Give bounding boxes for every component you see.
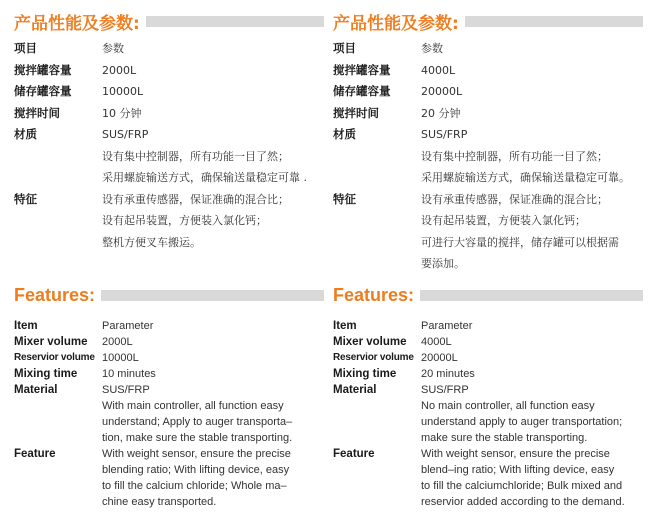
spec-label: Mixer volume [14,336,88,348]
spec-value-line: 4000L [421,63,456,77]
spec-value-line: 设有集中控制器，所有功能一目了然； [421,149,608,163]
spec-row [333,103,643,125]
spec-value [102,81,324,103]
spec-value [102,334,324,350]
spec-row [14,124,324,189]
spec-rows [14,318,324,510]
spec-value [421,318,643,334]
spec-label: Mixing time [333,368,397,380]
spec-value-line: 20 minutes [421,368,475,380]
spec-label: Mixer volume [333,336,407,348]
spec-value-line: chine easy transported. [102,496,217,508]
spec-panel-cn-4000 [333,6,643,275]
spec-label: 储存罐容量 [333,84,391,98]
spec-value-line: 设有承重传感器，保证准确的混合比； [421,192,608,206]
spec-label: 材质 [14,127,37,141]
spec-value [102,446,324,510]
spec-value-line: understand apply to auger transportation; [421,416,623,428]
title-divider-bar [420,290,643,301]
spec-label: 搅拌罐容量 [14,62,72,77]
spec-row [333,81,643,103]
spec-value-line: 20000L [421,85,463,98]
spec-value-line: With weight sensor, ensure the precise [421,448,610,460]
section-header [14,280,324,310]
title-divider-bar [465,16,643,27]
spec-value [421,103,643,125]
spec-value-line: 10000L [102,352,139,364]
spec-value [421,124,643,189]
spec-value-line: 4000L [421,336,452,348]
spec-value-line: blending ratio; With lifting device, easy [102,464,290,476]
spec-value [102,318,324,334]
spec-row [333,60,643,82]
spec-value [421,334,643,350]
spec-value [421,350,643,366]
section-header [14,6,324,36]
spec-value-line: Parameter [421,320,473,332]
spec-row [14,81,324,103]
spec-row [333,366,643,382]
spec-value [102,38,324,60]
spec-value-line: 可进行大容量的搅拌，储存罐可以根据需 [421,235,619,249]
spec-value-line: reservior added according to the demand. [421,496,625,508]
spec-value [421,38,643,60]
spec-value-line: 2000L [102,336,133,348]
spec-panel-en-4000 [333,280,643,510]
spec-value [421,81,643,103]
spec-value-line: understand; Apply to auger transporta– [102,416,293,428]
spec-value [102,350,324,366]
spec-row [333,38,643,60]
spec-label: 储存罐容量 [14,84,72,98]
spec-row [14,38,324,60]
spec-value-line: Parameter [102,320,154,332]
spec-row [14,318,324,334]
spec-label: 项目 [333,41,356,55]
spec-label: Feature [14,448,56,460]
spec-value [102,189,324,254]
spec-label: Item [333,320,357,332]
spec-value-line: 设有集中控制器，所有功能一目了然； [102,149,289,163]
spec-row [333,189,643,275]
spec-value [102,382,324,446]
spec-value-line: 采用螺旋输送方式，确保输送量稳定可靠 . [102,171,307,184]
spec-label: Feature [333,448,375,460]
spec-value-line: 设有起吊装置，方便装入氯化钙； [102,214,267,227]
spec-value-line: SUS/FRP [421,384,469,396]
spec-value-line: 参数 [102,42,124,55]
spec-label: Material [333,384,377,396]
spec-value [421,189,643,275]
spec-label: 搅拌罐容量 [333,62,391,77]
spec-value [421,446,643,510]
spec-value [102,366,324,382]
spec-value-line: 20000L [421,352,458,364]
spec-value-line: SUS/FRP [102,384,150,396]
spec-value [102,124,324,189]
title-divider-bar [146,16,324,27]
spec-row [333,446,643,510]
spec-value-line: 10 分钟 [102,106,142,120]
spec-value-line: 参数 [421,42,443,55]
spec-label: Mixing time [14,368,78,380]
spec-label: Item [14,320,38,332]
spec-value-line: 20 分钟 [421,106,461,120]
spec-label: 特征 [333,191,356,206]
spec-value-line: With main controller, all function easy [102,400,284,412]
spec-label: 项目 [14,41,37,55]
spec-value-line: 设有承重传感器，保证准确的混合比； [102,192,289,206]
spec-row [333,124,643,189]
spec-label: Reservior volume [14,352,95,363]
spec-row [14,366,324,382]
spec-value-line: With weight sensor, ensure the precise [102,448,291,460]
spec-value-line: make sure the stable transporting. [421,432,588,444]
spec-label: 特征 [14,191,37,206]
spec-row [14,60,324,82]
section-title: 产品性能及参数: [333,13,459,34]
spec-value [421,366,643,382]
spec-value [421,60,643,82]
section-title: Features: [333,284,415,305]
spec-value-line: 采用螺旋输送方式，确保输送量稳定可靠。 [421,171,630,184]
spec-value-line: 要添加。 [421,257,465,270]
spec-value-line: 10 minutes [102,368,156,380]
spec-label: Material [14,384,58,396]
spec-row [14,103,324,125]
title-divider-bar [101,290,324,301]
section-title: Features: [14,284,96,305]
spec-value-line: tion, make sure the stable transporting. [102,432,293,444]
spec-label: 搅拌时间 [333,105,379,120]
spec-rows [333,38,643,275]
section-header [333,6,643,36]
spec-value-line: 2000L [102,63,137,77]
spec-rows [14,38,324,253]
spec-row [14,189,324,254]
spec-label: 搅拌时间 [14,105,60,120]
spec-row [333,350,643,366]
spec-row [14,334,324,350]
spec-value-line: 10000L [102,85,144,98]
spec-value-line: No main controller, all function easy [421,400,595,412]
section-title: 产品性能及参数: [14,13,140,34]
spec-row [14,446,324,510]
spec-label: Reservior volume [333,352,414,363]
spec-value-line: blend–ing ratio; With lifting device, easy [421,464,615,476]
spec-row [333,334,643,350]
spec-row [14,382,324,446]
section-header [333,280,643,310]
spec-value-line: to fill the calcium chloride; Whole ma– [102,480,287,492]
spec-value-line: SUS/FRP [102,128,149,141]
spec-value [102,60,324,82]
spec-rows [333,318,643,510]
spec-panel-cn-2000 [14,6,324,253]
spec-value-line: 整机方便叉车搬运。 [102,235,201,249]
spec-value [421,382,643,446]
spec-label: 材质 [333,127,356,141]
spec-panel-en-2000 [14,280,324,510]
spec-value-line: SUS/FRP [421,128,468,141]
spec-value-line: 设有起吊装置，方便装入氯化钙； [421,214,586,227]
spec-row [333,382,643,446]
spec-row [333,318,643,334]
spec-value-line: to fill the calciumchloride; Bulk mixed and [421,480,623,492]
spec-value [102,103,324,125]
spec-row [14,350,324,366]
